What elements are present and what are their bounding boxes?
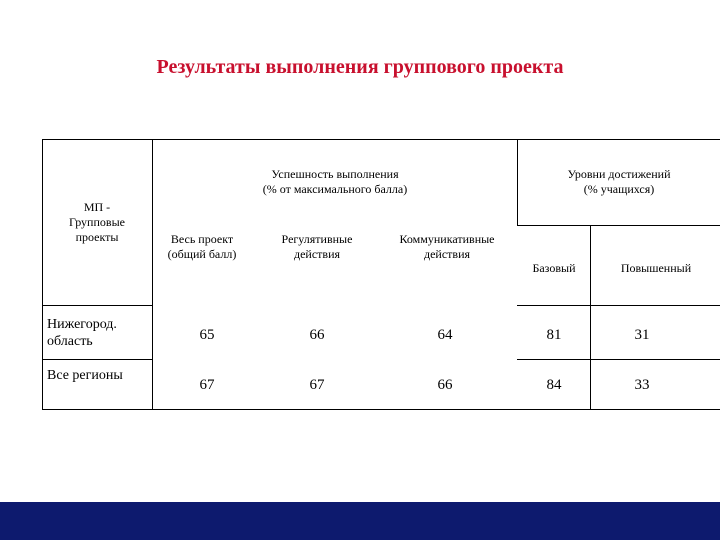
column-header-whole-project: Весь проект (общий балл) [167, 232, 237, 261]
cell-nizhny-communicative: 64 [437, 327, 453, 343]
column-header-communicative: Коммуникативные действия [399, 232, 495, 261]
group-header-performance: Успешность выполнения (% от максимального балла) [262, 167, 408, 196]
table-divider-header-row [42, 305, 152, 306]
column-header-basic: Базовый [532, 261, 576, 275]
slide-title: Результаты выполнения группового проекта [156, 56, 564, 78]
column-header-advanced: Повышенный [620, 261, 692, 275]
table-divider-label-col [152, 139, 153, 410]
cell-nizhny-whole: 65 [199, 327, 215, 343]
table-divider-row-1 [42, 359, 152, 360]
table-border-left [42, 139, 43, 410]
cell-all-regulatory: 67 [309, 377, 325, 393]
cell-nizhny-basic: 81 [546, 327, 562, 343]
table-divider-levels [590, 225, 591, 410]
corner-label: МП - Групповые проекты [69, 200, 125, 244]
table-border-top [42, 139, 720, 140]
table-divider-group [517, 139, 518, 225]
group-header-levels: Уровни достижений (% учащихся) [567, 167, 671, 196]
footer-bar [0, 502, 720, 540]
cell-all-advanced: 33 [634, 377, 650, 393]
table-divider-header-row-right [517, 305, 720, 306]
table-border-bottom [42, 409, 720, 410]
table-divider-row-1-right [517, 359, 720, 360]
column-header-regulatory: Регулятивные действия [281, 232, 353, 261]
row-label-nizhny: Нижегород. область [47, 317, 117, 349]
cell-all-whole: 67 [199, 377, 215, 393]
cell-all-communicative: 66 [437, 377, 453, 393]
cell-all-basic: 84 [546, 377, 562, 393]
table-divider-levels-header [517, 225, 720, 226]
cell-nizhny-advanced: 31 [634, 327, 650, 343]
row-label-all-regions: Все регионы [47, 368, 123, 383]
cell-nizhny-regulatory: 66 [309, 327, 325, 343]
